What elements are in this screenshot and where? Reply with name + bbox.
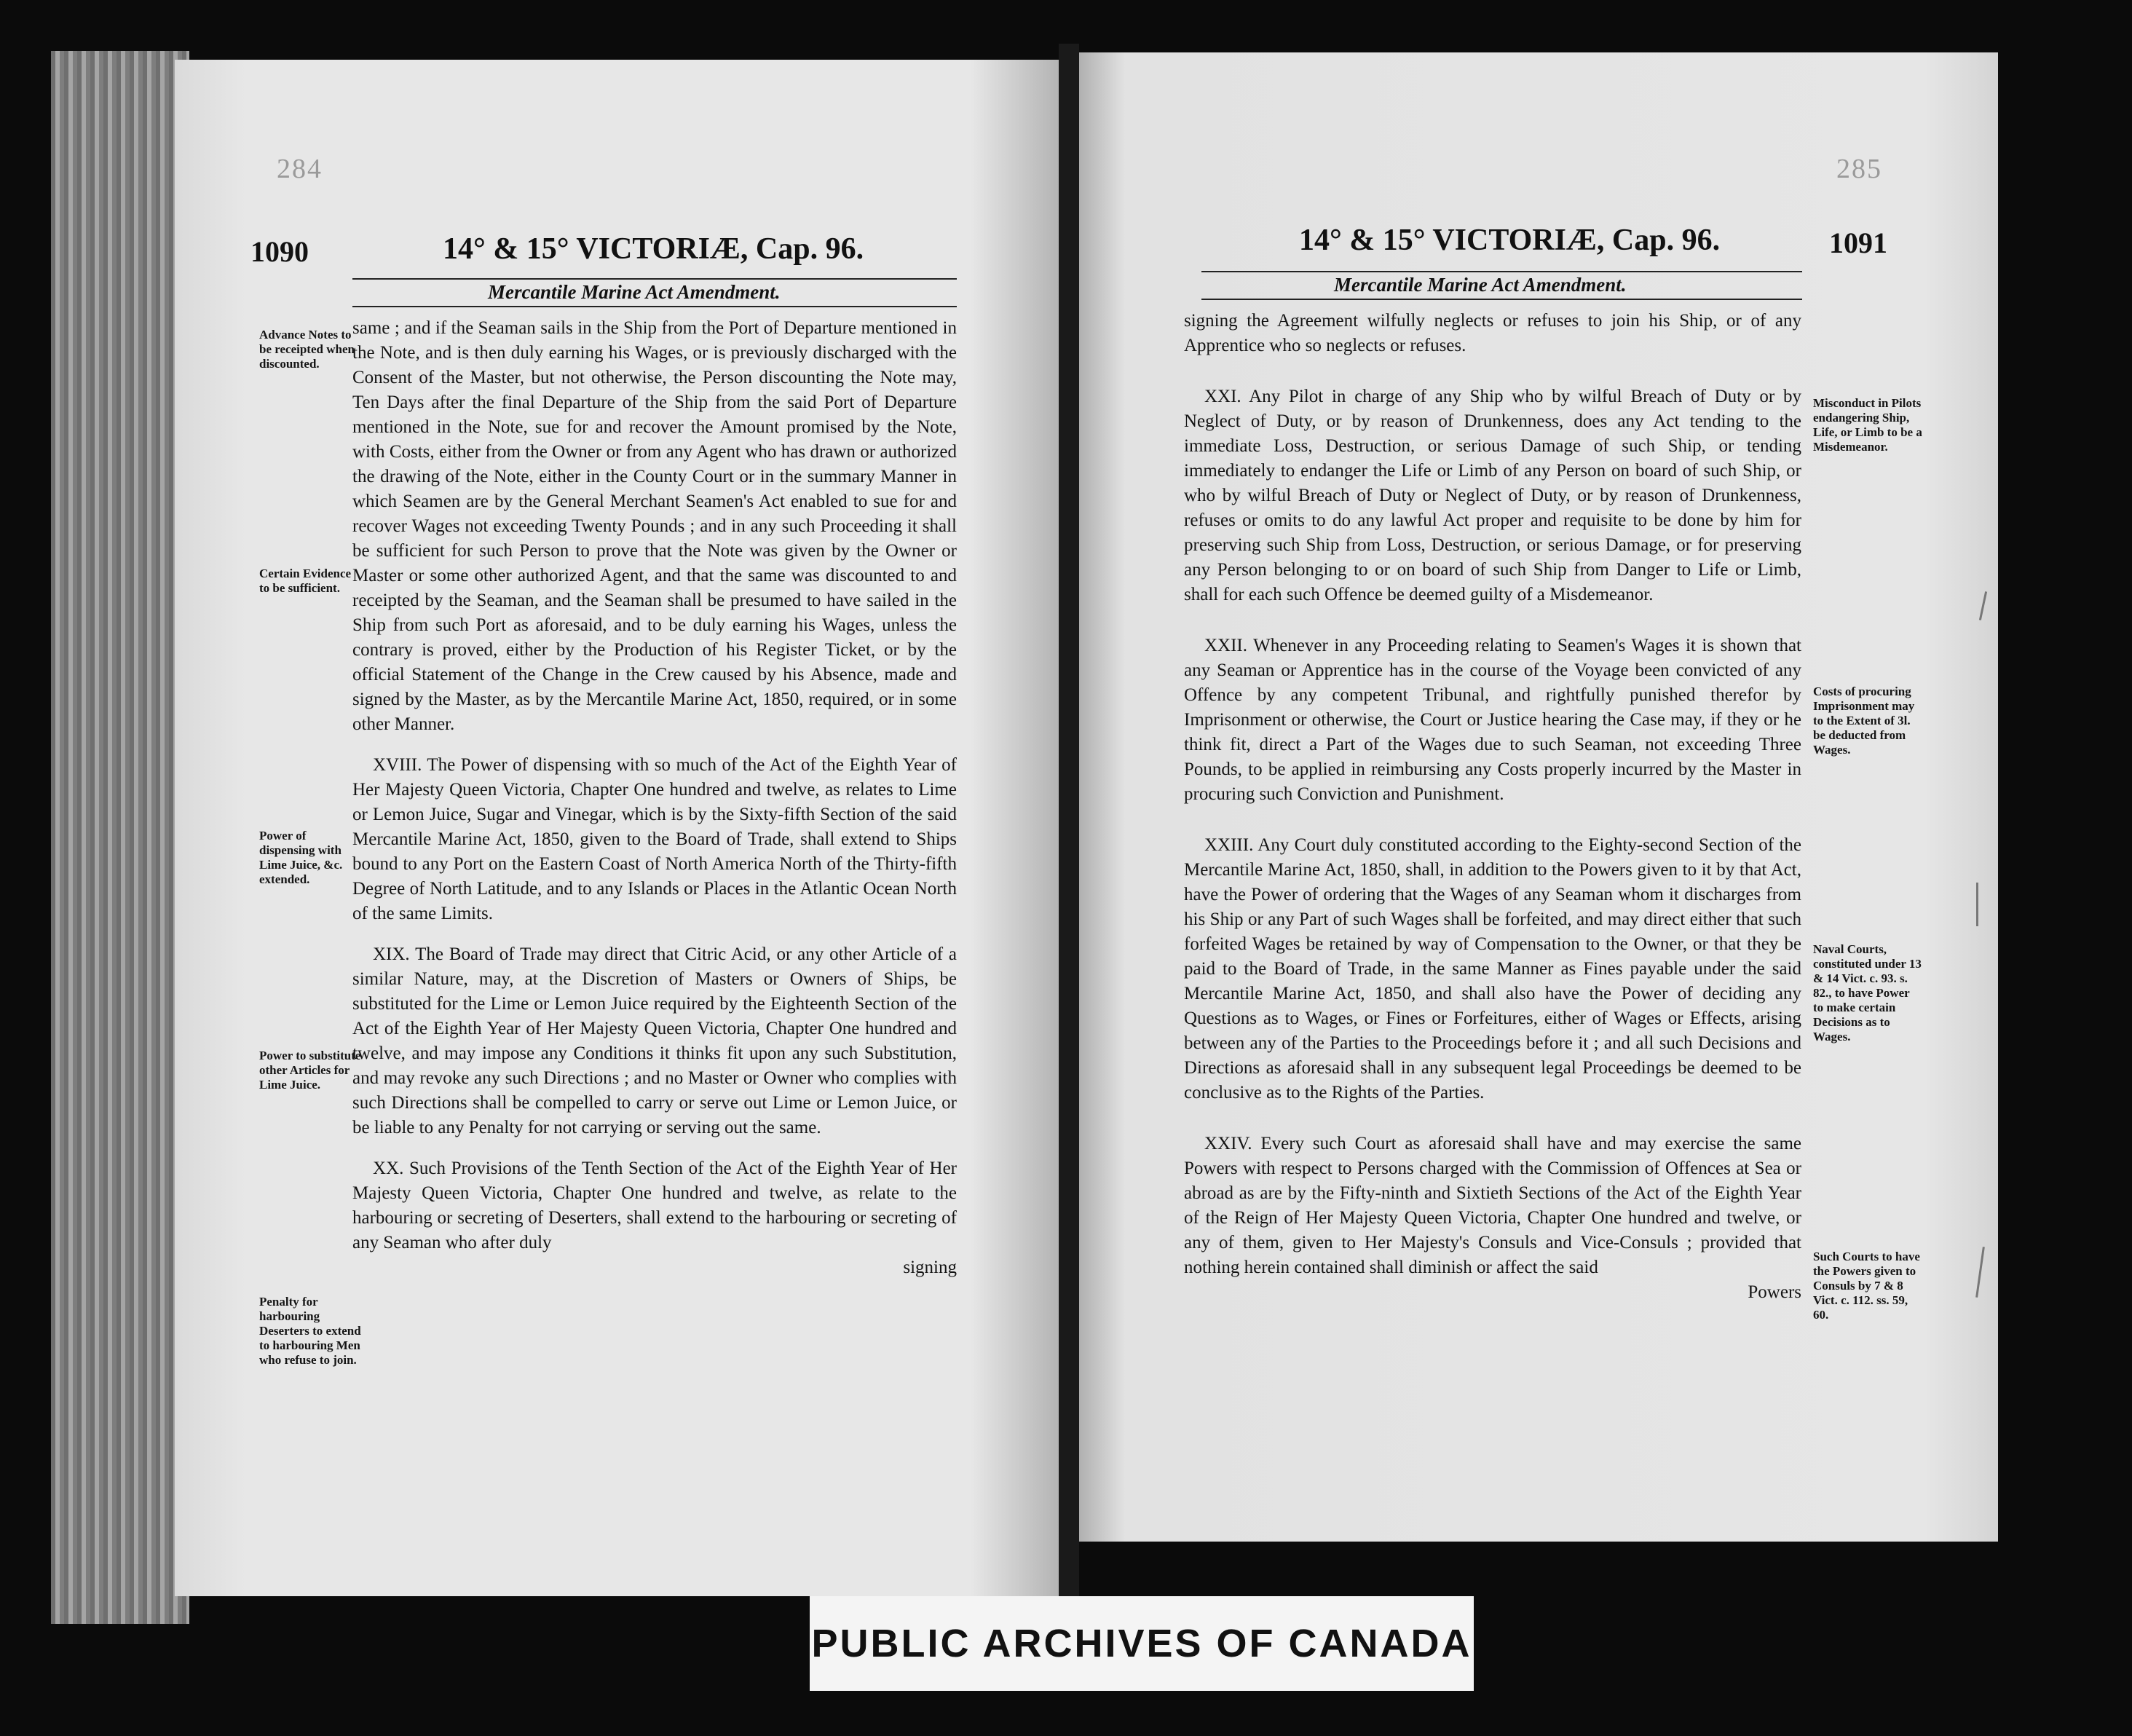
right-body-text <box>1184 309 1801 1305</box>
left-margin-note-2: Certain Evidence to be sufficient. <box>259 567 352 595</box>
right-margin-note-3: Naval Courts, constituted under 13 & 14 Vict. c. 93. s. 82., to have Power to make certain Decisions as to Wages. <box>1813 942 1922 1043</box>
book-page-edges <box>51 51 189 1624</box>
right-paragraph-continuation: signing the Agreement wilfully neglects or refuses to join his Ship, or of any Apprentice who so neglects or refuses. <box>1184 311 1801 355</box>
right-margin-note-2: Costs of procuring Imprisonment may to the Extent of 3l. be deducted from Wages. <box>1813 684 1915 757</box>
section-xxi: XXI. Any Pilot in charge of any Ship who by wilful Breach of Duty or by Neglect of Duty, or by reason of Drunkenness, does any Act tending to the immediate Loss, Destruction, or serious Damage of such Ship, or tending immediately to endanger the Life or Limb of any Person on board of such Ship, or who by wilful Breach of Duty or Neglect of Duty, or by reason of Drunkenness, refuses or omits to do any lawful Act proper and requisite to be done by him for preserving such Ship from Loss, Destruction, or serious Damage, or for preserving any Person belonging to or on board of such Ship from Danger to Life or Limb, shall for each such Offence be deemed guilty of a Misdemeanor. <box>1184 387 1801 604</box>
right-margin-note-4: Such Courts to have the Powers given to Consuls by 7 & 8 Vict. c. 112. ss. 59, 60. <box>1813 1250 1920 1322</box>
left-running-head: 14° & 15° VICTORIÆ, Cap. 96. <box>443 232 864 266</box>
left-catchword: signing <box>903 1258 957 1277</box>
section-xix: XIX. The Board of Trade may direct that Citric Acid, or any other Article of a similar Nature, may, at the Discretion of Masters or Owners of Ships, be substituted for the Lime or Lemon Juice required by the Eighteenth Section of the Act of the Eighth Year of Her Majesty Queen Victoria, Chapter One hundred and twelve, and may impose any Conditions it thinks fit upon any such Substitution, and may revoke any such Directions ; and no Master or Owner who complies with such Directions shall be compelled to carry or serve out Lime or Lemon Juice, or be liable to any Penalty for not carrying or serving out the same. <box>352 944 957 1137</box>
right-page-number: 1091 <box>1829 226 1887 259</box>
archive-stamp-text: PUBLIC ARCHIVES OF CANADA <box>811 1622 1472 1665</box>
left-pencil-number: 284 <box>277 154 323 184</box>
margin-pencil-mark <box>1976 883 1978 926</box>
right-margin-note-1: Misconduct in Pilots endangering Ship, Life, or Limb to be a Misdemeanor. <box>1813 396 1922 454</box>
right-subheading: Mercantile Marine Act Amendment. <box>1334 274 1627 296</box>
left-bottom-rule <box>352 306 957 307</box>
left-margin-note-5: Penalty for harbouring Deserters to extend to harbouring Men who refuse to join. <box>259 1295 361 1367</box>
left-body-text <box>352 316 957 1280</box>
right-page <box>1079 52 1998 1542</box>
section-xxiv: XXIV. Every such Court as aforesaid shall have and may exercise the same Powers with respect to Persons charged with the Commission of Offences at Sea or abroad as are by the Fifty-ninth and Sixtieth Sections of the Act of the Eighth Year of the Reign of Her Majesty Queen Victoria, Chapter One hundred and twelve, or any of them, given to Her Majesty's Consuls and Vice-Consuls ; provided that nothing herein contained shall diminish or affect the said <box>1184 1134 1801 1277</box>
left-margin-note-1: Advance Notes to be receipted when discounted. <box>259 328 355 371</box>
margin-pencil-mark <box>1979 591 1987 620</box>
right-pencil-number: 285 <box>1836 154 1882 184</box>
section-xxii: XXII. Whenever in any Proceeding relating to Seamen's Wages it is shown that any Seaman or Apprentice has in the course of the Voyage been convicted of any Offence by any competent Tribunal, and rightfully punished therefor by Imprisonment or otherwise, the Court or Justice hearing the Case may, if they or he think fit, direct a Part of the Wages due to such Seaman, not exceeding Three Pounds, to be applied in reimbursing any Costs properly incurred by the Master in procuring such Conviction and Punishment. <box>1184 636 1801 804</box>
right-top-rule <box>1201 271 1802 272</box>
book-gutter <box>1059 44 1079 1609</box>
left-paragraph-continuation: same ; and if the Seaman sails in the Ship from the Port of Departure mentioned in the Note, and is then duly earning his Wages, or is previously discharged with the Consent of the Master, but not otherwise, the Person discounting the Note may, Ten Days after the final Departure of the Ship from the said Port of Departure mentioned in the Note, sue for and recover the Amount promised by the Note, with Costs, either from the Owner or from any Agent who has drawn or authorized the drawing of the Note, either in the County Court or in the summary Manner in which Seamen are by the General Merchant Seamen's Act enabled to sue for and recover Wages not exceeding Twenty Pounds ; and in any such Proceeding it shall be sufficient for such Person to prove that the Note was given by the Owner or Master or some other authorized Agent, and that the same was discounted to and receipted by the Seaman, and the Seaman shall be presumed to have sailed in the Ship from such Port as aforesaid, and to be duly earning his Wages, unless the contrary is proved, either by the Production of his Register Ticket, or by the official Statement of the Change in the Crew caused by his Absence, made and signed by the Master, as by the Mercantile Marine Act, 1850, required, or in some other Manner. <box>352 318 957 734</box>
left-subheading: Mercantile Marine Act Amendment. <box>488 281 781 303</box>
right-bottom-rule <box>1201 299 1802 300</box>
left-page-number: 1090 <box>250 235 309 268</box>
right-running-head: 14° & 15° VICTORIÆ, Cap. 96. <box>1299 224 1721 257</box>
left-page <box>175 60 1059 1596</box>
section-xxiii: XXIII. Any Court duly constituted according to the Eighty-second Section of the Mercantile Marine Act, 1850, shall, in addition to the Powers given to it by that Act, have the Power of ordering that the Wages of any Seaman whom it discharges from his Ship or any Part of such Wages shall be forfeited, and may direct either that such forfeited Wages be retained by way of Compensation to the Owner, or that they be paid to the Board of Trade, in the same Manner as Fines payable under the said Mercantile Marine Act, 1850, and shall also have the Power of deciding any Questions as to Wages, or Fines or Forfeitures, either of Wages or Effects, arising between any of the Parties to the Proceedings before it ; and all such Decisions and Directions as aforesaid shall in any subsequent legal Proceedings be deemed to be conclusive as to the Rights of the Parties. <box>1184 835 1801 1102</box>
archive-stamp <box>810 1596 1474 1691</box>
left-top-rule <box>352 278 957 280</box>
right-catchword: Powers <box>1748 1282 1801 1302</box>
section-xviii: XVIII. The Power of dispensing with so much of the Act of the Eighth Year of Her Majesty Queen Victoria, Chapter One hundred and twelve, as relates to Lime or Lemon Juice, Sugar and Vinegar, which is by the Sixty-fifth Section of the said Mercantile Marine Act, 1850, given to the Board of Trade, shall extend to Ships bound to any Port on the Eastern Coast of North America North of the Thirty-fifth Degree of North Latitude, and to any Islands or Places in the Atlantic Ocean North of the same Limits. <box>352 755 957 923</box>
section-xx: XX. Such Provisions of the Tenth Section of the Act of the Eighth Year of Her Majesty Queen Victoria, Chapter One hundred and twelve, as relate to the harbouring or secreting of Deserters, shall extend to the harbouring or secreting of any Seaman who after duly <box>352 1159 957 1252</box>
left-margin-note-4: Power to substitute other Articles for Lime Juice. <box>259 1049 361 1092</box>
left-margin-note-3: Power of dispensing with Lime Juice, &c. extended. <box>259 829 343 886</box>
margin-pencil-mark <box>1975 1247 1985 1298</box>
